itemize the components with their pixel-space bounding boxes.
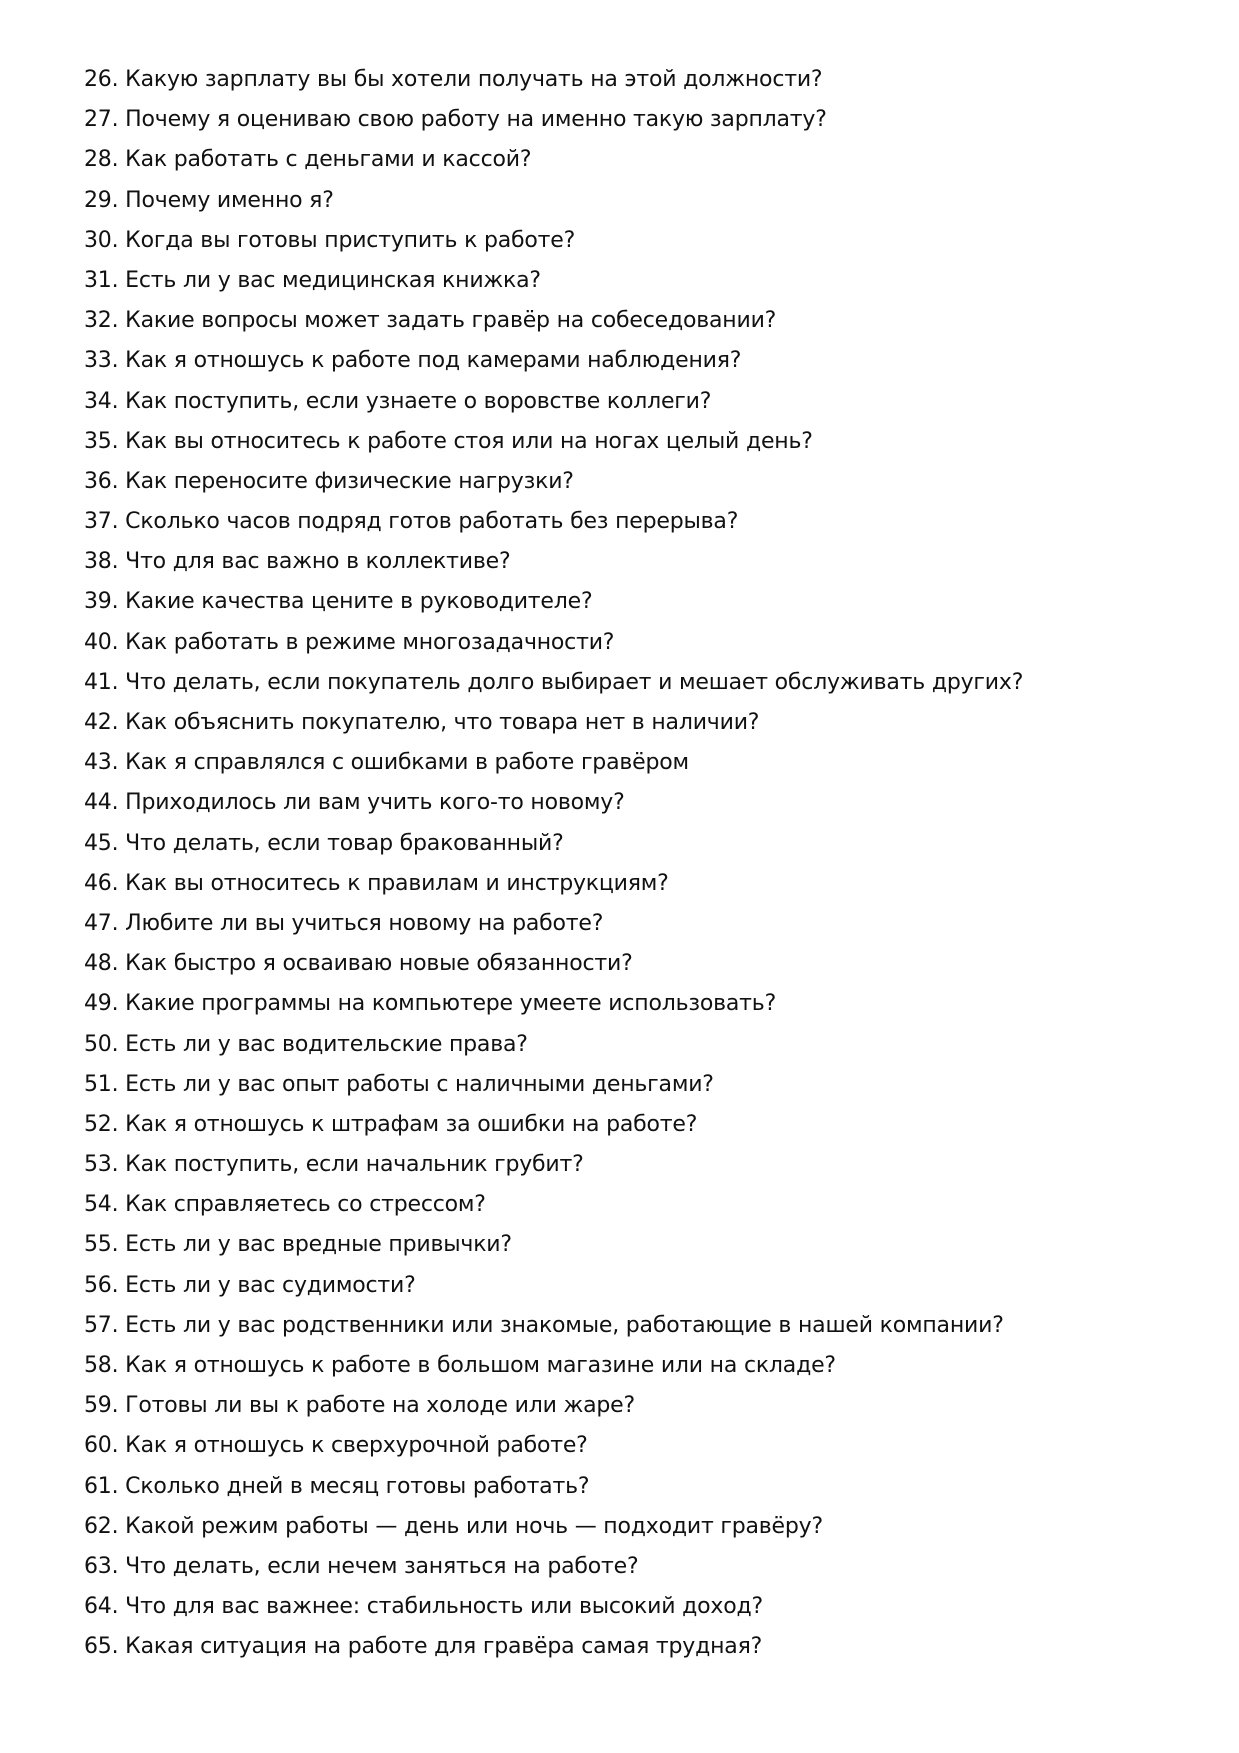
question-item: 47. Любите ли вы учиться новому на работе? — [84, 910, 604, 936]
question-item: 37. Сколько часов подряд готов работать без перерыва? — [84, 509, 739, 535]
question-item: 40. Как работать в режиме многозадачности? — [84, 629, 615, 655]
question-item: 32. Какие вопросы может задать гравёр на собеседовании? — [84, 308, 777, 334]
question-list — [84, 60, 1184, 1668]
question-item: 34. Как поступить, если узнаете о воровстве коллеги? — [84, 388, 712, 414]
question-item: 36. Как переносите физические нагрузки? — [84, 468, 574, 494]
question-item: 30. Когда вы готовы приступить к работе? — [84, 227, 576, 253]
question-item: 33. Как я отношусь к работе под камерами наблюдения? — [84, 348, 742, 374]
question-item: 45. Что делать, если товар бракованный? — [84, 830, 564, 856]
question-item: 49. Какие программы на компьютере умеете использовать? — [84, 991, 777, 1017]
question-item: 51. Есть ли у вас опыт работы с наличными деньгами? — [84, 1071, 714, 1097]
question-item: 55. Есть ли у вас вредные привычки? — [84, 1232, 512, 1258]
question-item: 28. Как работать с деньгами и кассой? — [84, 147, 532, 173]
question-item: 64. Что для вас важнее: стабильность или высокий доход? — [84, 1594, 763, 1620]
question-item: 65. Какая ситуация на работе для гравёра самая трудная? — [84, 1634, 763, 1660]
question-item: 35. Как вы относитесь к работе стоя или на ногах целый день? — [84, 428, 813, 454]
question-item: 27. Почему я оцениваю свою работу на именно такую зарплату? — [84, 107, 827, 133]
question-item: 46. Как вы относитесь к правилам и инструкциям? — [84, 870, 669, 896]
question-item: 54. Как справляетесь со стрессом? — [84, 1192, 486, 1218]
question-item: 59. Готовы ли вы к работе на холоде или жаре? — [84, 1393, 635, 1419]
question-item: 29. Почему именно я? — [84, 187, 334, 213]
question-item: 56. Есть ли у вас судимости? — [84, 1272, 416, 1298]
question-item: 26. Какую зарплату вы бы хотели получать на этой должности? — [84, 67, 823, 92]
question-item: 57. Есть ли у вас родственники или знакомые, работающие в нашей компании? — [84, 1312, 1004, 1338]
question-item: 38. Что для вас важно в коллективе? — [84, 549, 511, 575]
question-item: 61. Сколько дней в месяц готовы работать? — [84, 1473, 590, 1499]
question-item: 48. Как быстро я осваиваю новые обязанности? — [84, 951, 633, 977]
question-item: 62. Какой режим работы — день или ночь — подходит гравёру? — [84, 1513, 823, 1539]
question-item: 63. Что делать, если нечем заняться на работе? — [84, 1553, 639, 1579]
question-item: 44. Приходилось ли вам учить кого-то новому? — [84, 790, 625, 816]
question-item: 39. Какие качества цените в руководителе? — [84, 589, 593, 615]
question-item: 41. Что делать, если покупатель долго выбирает и мешает обслуживать других? — [84, 669, 1024, 695]
question-item: 53. Как поступить, если начальник грубит? — [84, 1152, 584, 1178]
question-item: 60. Как я отношусь к сверхурочной работе? — [84, 1433, 588, 1459]
question-item: 50. Есть ли у вас водительские права? — [84, 1031, 528, 1057]
question-item: 43. Как я справлялся с ошибками в работе гравёром — [84, 750, 689, 776]
question-item: 52. Как я отношусь к штрафам за ошибки на работе? — [84, 1111, 698, 1137]
question-item: 58. Как я отношусь к работе в большом магазине или на складе? — [84, 1353, 836, 1378]
question-item: 42. Как объяснить покупателю, что товара нет в наличии? — [84, 710, 760, 735]
question-item: 31. Есть ли у вас медицинская книжка? — [84, 267, 541, 293]
